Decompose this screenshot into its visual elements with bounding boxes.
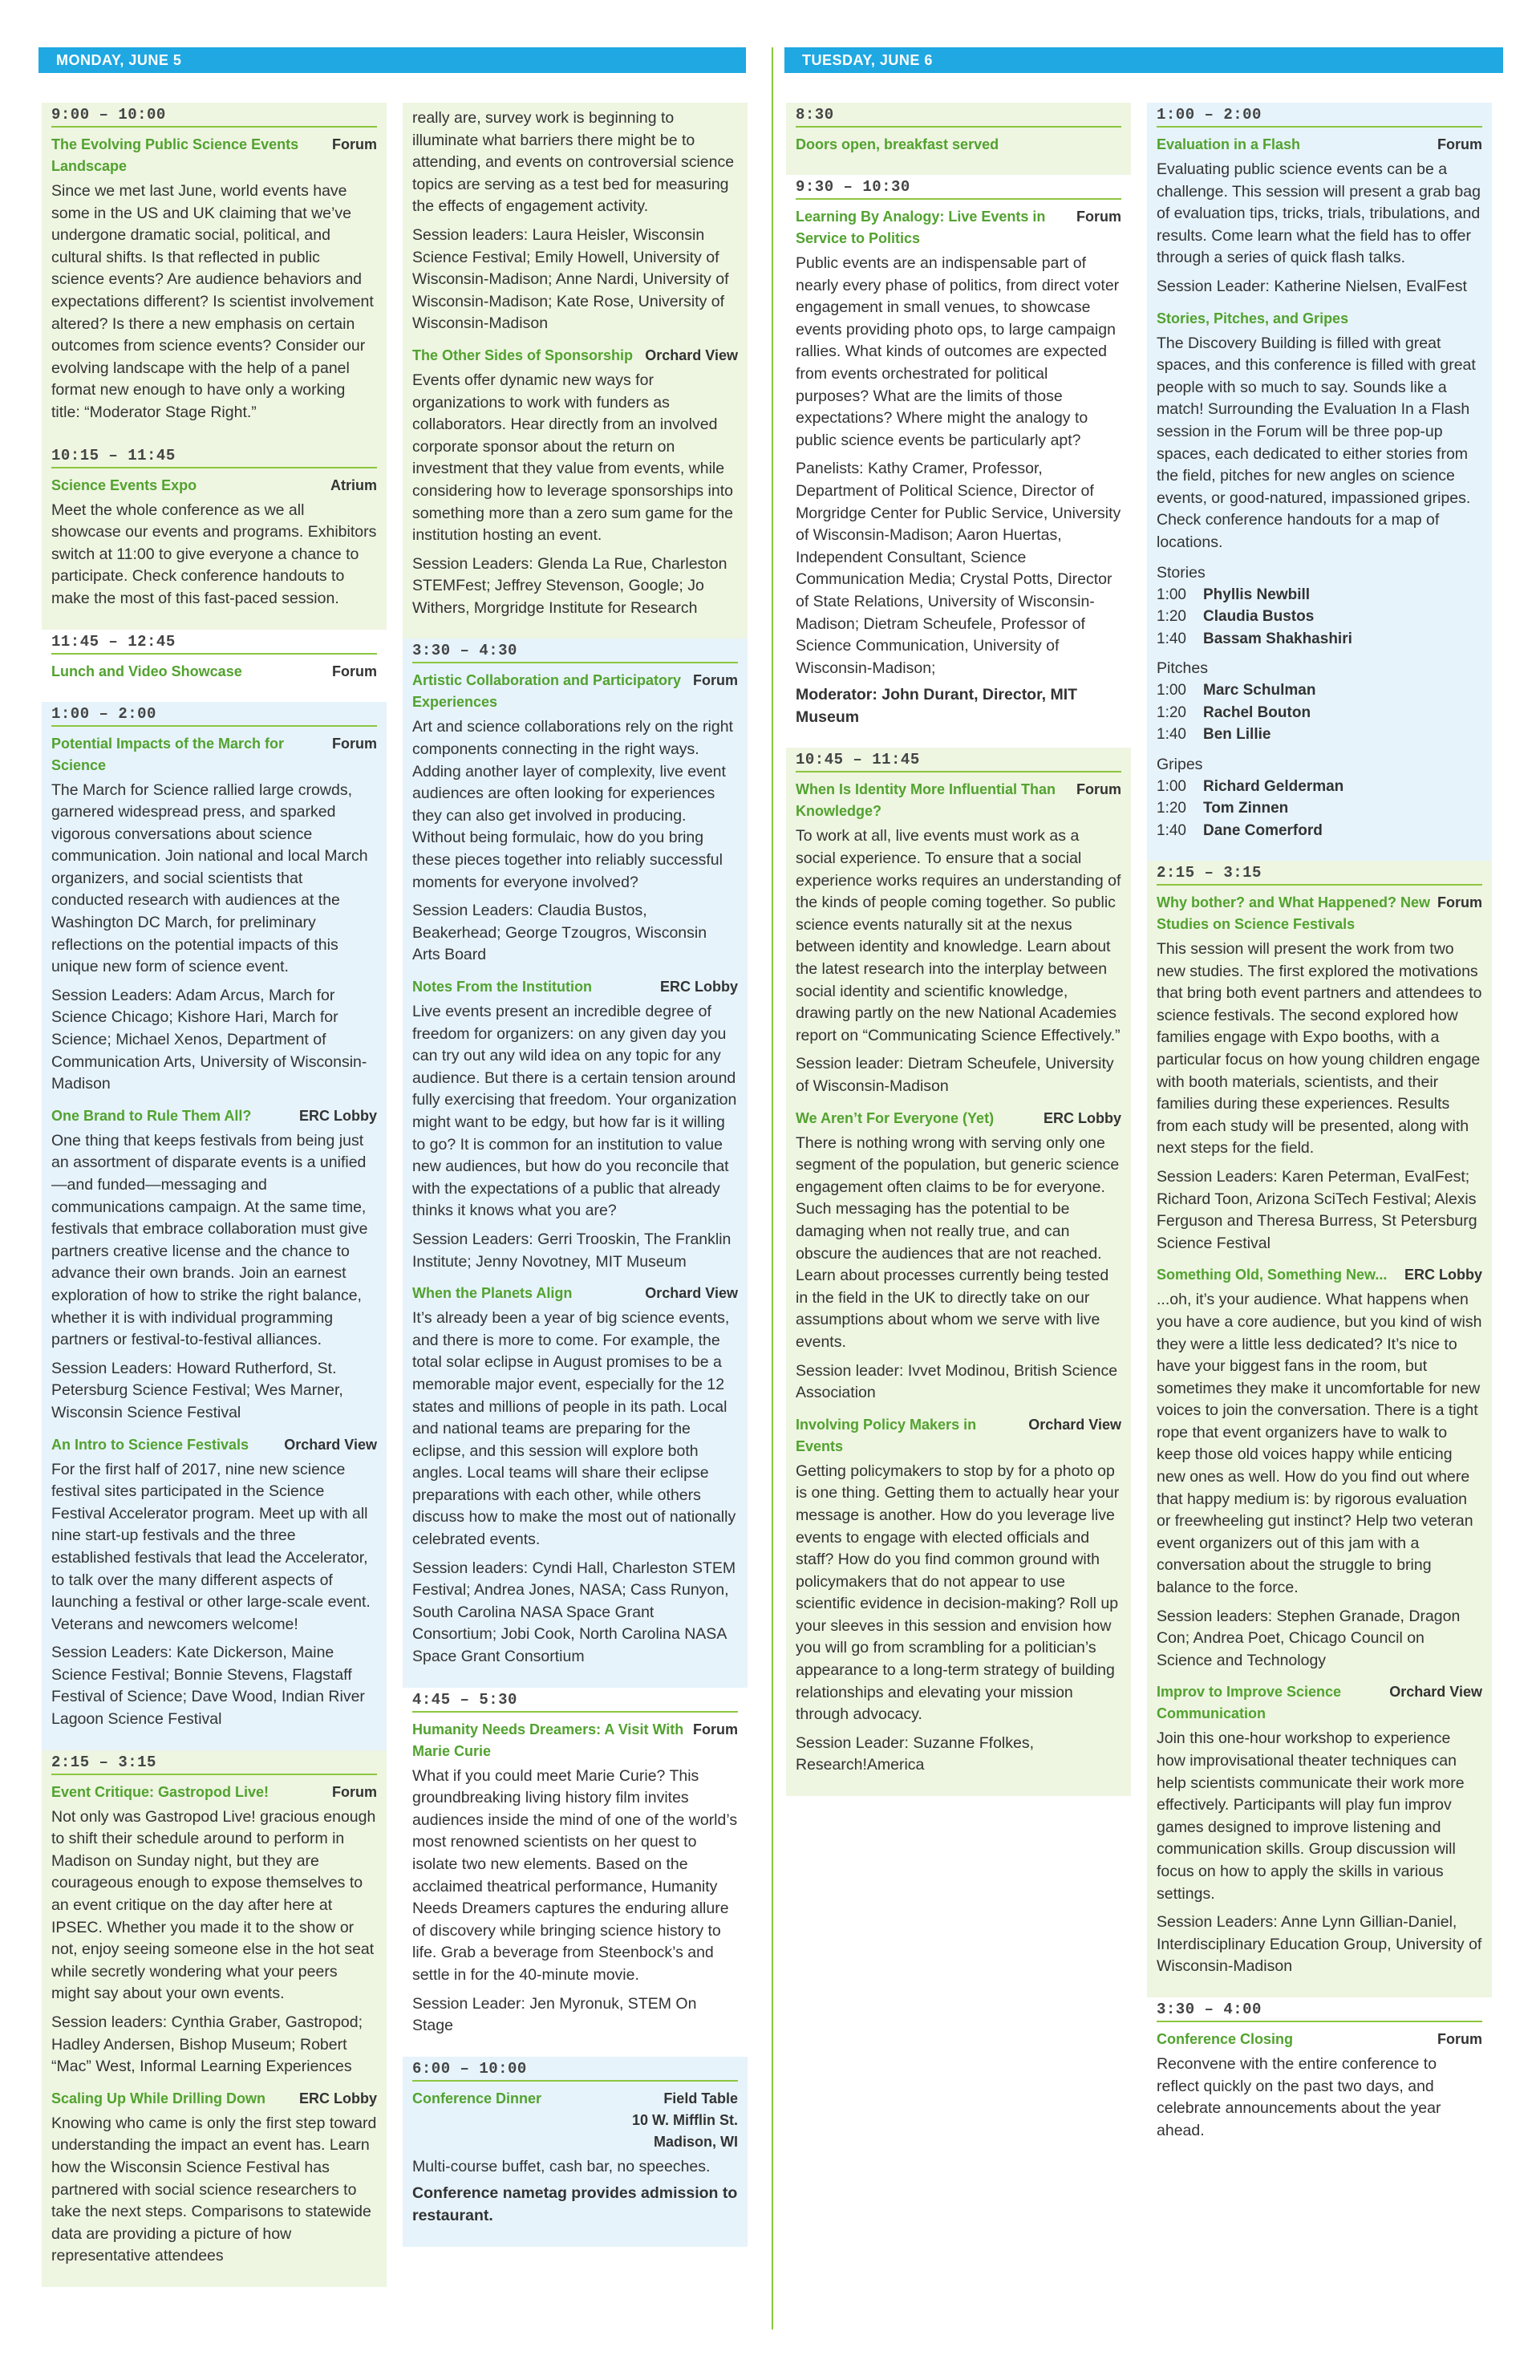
session-leaders: Session Leaders: Claudia Bustos, Beakerhead; George Tzougros, Wisconsin Arts Board (412, 902, 707, 964)
session-header (412, 670, 738, 713)
session-leaders: Session Leader: Jen Myronuk, STEM On Stage (412, 1994, 697, 2035)
session (51, 1105, 377, 1425)
tuesday-column-2 (1147, 103, 1492, 2161)
time-slot: 8:30 (796, 104, 1121, 128)
session-title: Conference Dinner (412, 2090, 542, 2106)
popup-speaker: Rachel Bouton (1203, 703, 1311, 721)
session-title: One Brand to Rule Them All? (51, 1107, 252, 1124)
popup-item (1157, 776, 1482, 798)
session-location: Forum (332, 663, 377, 679)
session-header (796, 134, 1121, 156)
session-description: Reconvene with the entire conference to reflect quickly on the past two days, and celebrate announcements about the year ahead. (1157, 2054, 1441, 2139)
session-header (51, 134, 377, 177)
session-location: Orchard View (284, 1436, 377, 1453)
session-description: One thing that keeps festivals from being just an assortment of disparate events is a unified—and funded—messaging and communications campaign. At the same time, festivals that embrace collaboration must give partners creative license and the chance to advance their own brands. Join an earnest exploration of how to strike the right balance, whether it is with individual programming partners or festival-to-festival alliances. (51, 1131, 368, 1349)
time-block (42, 630, 387, 702)
session (1157, 892, 1482, 1255)
session-location: ERC Lobby (660, 979, 738, 995)
time-block (403, 1688, 748, 2057)
popup-time: 1:40 (1157, 726, 1186, 743)
session (796, 134, 1121, 156)
popup-time: 1:40 (1157, 821, 1186, 839)
time-slot: 9:00 – 10:00 (51, 104, 377, 128)
popup-item (1157, 606, 1482, 628)
session-description: Knowing who came is only the first step toward understanding the impact an event has. Learn how the Wisconsin Science Festival has partnered with social science researchers to take the next steps. Comparisons to statewide data are providing a picture of how representative attendees (51, 2114, 377, 2265)
popup-time: 1:00 (1157, 777, 1186, 795)
session (51, 661, 377, 683)
session-description: Live events present an incredible degree of freedom for organizers: on any given day you can try out any wild idea on any topic for any audience. But there is a certain tension around fully exercising that freedom. Your organization might want to be edgy, but how far is it willing to go? It is common for an institution to value new audiences, but how do you reconcile that with the expectations of a public that already thinks it knows what you are? (412, 1003, 737, 1220)
time-block (42, 444, 387, 630)
day-header-tuesday: TUESDAY, JUNE 6 (784, 47, 1503, 73)
session (796, 779, 1121, 1097)
session-header (412, 2088, 738, 2153)
session (412, 976, 738, 1273)
session-description: Getting policymakers to stop by for a photo op is one thing. Getting them to actually hear your message is another. How do you leverage live events to engage with elected officials and staff? How do you find common ground with policymakers that do not appear to use scientific evidence in decision-making? Roll up your sleeves in this session and envision how you will go from scrambling for a politician’s appearance to a long-term strategy of building relationships and elevating your mission through advocacy. (796, 1462, 1120, 1724)
tuesday-column-1 (786, 103, 1131, 1796)
session (51, 1782, 377, 2078)
popup-time: 1:00 (1157, 682, 1186, 699)
popup-item (1157, 628, 1482, 651)
session (412, 670, 738, 967)
session-location: Forum (332, 735, 377, 752)
session-description: Art and science collaborations rely on the right components connecting in the right ways. Adding another layer of complexity, live event audiences are often looking for experiences they can also get involved in producing. Without being formulaic, how do you bring these pieces together into reliably successful moments for everyone involved? (412, 718, 733, 891)
session-leaders: Session leaders: Stephen Granade, Dragon Con; Andrea Poet, Chicago Council on Science and Technology (1157, 1607, 1461, 1669)
session-title: Why bother? and What Happened? New Studies on Science Festivals (1157, 894, 1430, 932)
popup-group-label: Gripes (1157, 755, 1203, 773)
session-title: When Is Identity More Influential Than Knowledge? (796, 781, 1056, 820)
session-title: Something Old, Something New... (1157, 1267, 1388, 1283)
time-block (403, 2057, 748, 2247)
session-header (412, 345, 738, 367)
session-location: Forum (1076, 209, 1121, 225)
session (412, 107, 738, 335)
session-location: ERC Lobby (1404, 1267, 1482, 1283)
session-location: Forum (1076, 781, 1121, 798)
session-location: Forum (332, 1783, 377, 1800)
session (1157, 2029, 1482, 2142)
session-header (51, 1105, 377, 1127)
session-title: Artistic Collaboration and Participatory Experiences (412, 672, 682, 711)
time-block (1147, 1997, 1492, 2161)
monday-column-1 (42, 103, 387, 2287)
session (1157, 308, 1482, 841)
session-header (51, 733, 377, 776)
popup-item (1157, 820, 1482, 842)
session-title: Science Events Expo (51, 476, 197, 493)
session-description: Meet the whole conference as we all showcase our events and programs. Exhibitors switch at 11:00 to give everyone a chance to participate. Check conference handouts to make the most of this fast-paced session. (51, 501, 377, 607)
popup-time: 1:20 (1157, 800, 1186, 817)
session-title: Lunch and Video Showcase (51, 663, 242, 679)
session-location: Forum (332, 136, 377, 152)
session-leaders: Session Leaders: Howard Rutherford, St. Petersburg Science Festival; Wes Marner, Wisconsin Science Festival (51, 1359, 343, 1421)
popup-speaker: Dane Comerford (1203, 821, 1323, 839)
session-title: Humanity Needs Dreamers: A Visit With Marie Curie (412, 1721, 684, 1759)
session-leaders: Session leaders: Laura Heisler, Wisconsin Science Festival; Emily Howell, University of Wisconsin-Madison; Anne Nardi, University of Wisconsin-Madison; Kate Rose, University of Wisconsin-Madison (412, 225, 729, 333)
session-title: The Evolving Public Science Events Landscape (51, 136, 299, 174)
session-title: Doors open, breakfast served (796, 136, 999, 152)
session-title: Event Critique: Gastropod Live! (51, 1783, 270, 1800)
session-header (1157, 134, 1482, 156)
session-leaders: Session Leader: Katherine Nielsen, EvalFest (1157, 277, 1467, 295)
session-title: Improv to Improve Science Communication (1157, 1684, 1342, 1722)
session-description: There is nothing wrong with serving only one segment of the population, but generic science engagement often claims to be for everyone. Such messaging has the potential to be damaging when not really true, and can obscure the audiences that are not reached. Learn about processes currently being tested in the field in the UK to directly take on our assumptions about whom we serve with live events. (796, 1133, 1120, 1351)
session-location: Forum (1437, 2030, 1482, 2047)
session (1157, 134, 1482, 298)
session (1157, 1264, 1482, 1672)
time-slot: 1:00 – 2:00 (51, 703, 377, 727)
session-header (51, 1782, 377, 1803)
popup-item (1157, 679, 1482, 702)
session-title: Potential Impacts of the March for Science (51, 735, 285, 773)
session (796, 1108, 1121, 1405)
session-location: ERC Lobby (299, 2090, 377, 2106)
session-title: Notes From the Institution (412, 979, 592, 995)
column-divider (772, 47, 773, 2329)
time-block (42, 702, 387, 1750)
session-description: Join this one-hour workshop to experience how improvisational theater techniques can help scientists communicate their work more effectively. Participants will play fun improv games designed to improve listening and communication skills. Group discussion will focus on how to apply the skills in various settings. (1157, 1729, 1465, 1903)
session-description: Public events are an indispensable part of nearly every phase of politics, from direct voter engagement in small venues, to showcase events providing photo ops, to large campaign rallies. What kinds of outcomes are expected from events orchestrated for political purposes? What are the limits of those expectations? Where might the analogy to public science events be particularly apt? (796, 254, 1120, 449)
session-header (412, 976, 738, 998)
time-block (786, 748, 1131, 1796)
session-description: Not only was Gastropod Live! gracious enough to shift their schedule around to perform in Madison on Sunday night, but they are courageous enough to expose themselves to an event critique on the day after here at IPSEC. Whether you made it to the show or not, enjoy seeing someone else in the hot seat while secretly wondering what your peers might say about your own events. (51, 1807, 376, 2003)
session (1157, 1681, 1482, 1978)
time-slot: 4:45 – 5:30 (412, 1689, 738, 1713)
session (51, 134, 377, 424)
session-header (1157, 1264, 1482, 1286)
session-leaders: Session leader: Ivvet Modinou, British Science Association (796, 1361, 1118, 1402)
day-header-monday: MONDAY, JUNE 5 (38, 47, 746, 73)
session-location: Forum (1437, 136, 1482, 152)
session-leaders: Session Leaders: Karen Peterman, EvalFest; Richard Toon, Arizona SciTech Festival; Alexis Ferguson and Theresa Burress, St Petersburg Science Festival (1157, 1167, 1477, 1252)
popup-speaker: Claudia Bustos (1203, 608, 1315, 625)
popup-item (1157, 584, 1482, 606)
time-slot: 2:15 – 3:15 (51, 1752, 377, 1775)
session-description: For the first half of 2017, nine new science festival sites participated in the Science Festival Accelerator program. Meet up with all nine start-up festivals and the three established festivals that lead the Accelerator, to talk over the many different aspects of launching a festival or other large-scale event. Veterans and newcomers welcome! (51, 1460, 371, 1633)
popup-speaker: Phyllis Newbill (1203, 586, 1311, 603)
session-title: Scaling Up While Drilling Down (51, 2090, 266, 2106)
session-title: Involving Policy Makers in Events (796, 1416, 977, 1454)
session-header (412, 1719, 738, 1762)
time-slot: 2:15 – 3:15 (1157, 862, 1482, 886)
session-header (1157, 308, 1482, 330)
session-description: The Discovery Building is filled with great spaces, and this conference is filled with great people with so much to say. Sounds like a match! Surrounding the Evaluation In a Flash session in the Forum will be three pop-up spaces, each dedicated to either stories from the field, pitches for new angles on science events, or good-natured, impassioned gripes. Check conference handouts for a map of locations. (1157, 334, 1476, 551)
session-leaders: Session Leaders: Gerri Trooskin, The Franklin Institute; Jenny Novotney, MIT Museum (412, 1230, 732, 1271)
time-block (403, 103, 748, 639)
popup-speaker: Bassam Shakhashiri (1203, 630, 1352, 647)
session-description: Since we met last June, world events have some in the US and UK claiming that we’ve undergone dramatic social, political, and cultural shifts. Is that reflected in public science events? Are audience behaviors and expectations different? Is scientist involvement altered? Is there a new emphasis on certain outcomes from science events? Consider our evolving landscape with the help of a panel format new enough to have only a working title: “Moderator Stage Right.” (51, 182, 374, 421)
popup-time: 1:40 (1157, 630, 1186, 647)
session-leaders: Session Leaders: Adam Arcus, March for Science Chicago; Kishore Hari, March for Science; Michael Xenos, Department of Communication Arts, University of Wisconsin-Madison (51, 986, 367, 1093)
session-description: To work at all, live events must work as a social experience. To ensure that a social experience works requires an understanding of the kinds of people coming together. So public science events naturally sit at the nexus between identity and knowledge. Learn about the latest research into the interplay between social identity and scientific knowledge, drawing partly on the new National Academies report on “Communicating Science Effectively.” (796, 827, 1121, 1044)
session-title: Evaluation in a Flash (1157, 136, 1301, 152)
session (412, 2088, 738, 2228)
session-location: Field Table 10 W. Mifflin St. Madison, WI (631, 2090, 738, 2150)
session-title: Learning By Analogy: Live Events in Service to Politics (796, 209, 1046, 246)
session (412, 1283, 738, 1668)
session-header (51, 2088, 377, 2110)
session-header (796, 779, 1121, 822)
popup-group-label: Pitches (1157, 659, 1208, 677)
session-note: Conference nametag provides admission to restaurant. (412, 2184, 738, 2224)
popup-speaker: Marc Schulman (1203, 682, 1316, 699)
popup-speaker: Tom Zinnen (1203, 800, 1289, 817)
popup-time: 1:20 (1157, 608, 1186, 625)
session-description: really are, survey work is beginning to illuminate what barriers there might be to attending, and events on controversial science topics are serving as a test bed for measuring the effects of engagement activity. (412, 109, 735, 216)
time-block (786, 103, 1131, 175)
session-location: Forum (693, 1721, 738, 1737)
session (412, 1719, 738, 2037)
session-location: Orchard View (645, 1285, 738, 1302)
session-header (51, 661, 377, 683)
session (51, 475, 377, 610)
session-header (796, 1414, 1121, 1458)
session (51, 733, 377, 1096)
time-slot: 3:30 – 4:00 (1157, 1999, 1482, 2022)
session-title: Conference Closing (1157, 2030, 1294, 2047)
session-header (51, 1434, 377, 1456)
session-description: This session will present the work from two new studies. The first explored the motivations that bring both event partners and attendees to science festivals. The second explored how families engage with Expo booths, with a particular focus on how young children engage with booth materials, scientists, and their families during these experiences. Results from each study will be presented, along with next steps for the field. (1157, 940, 1482, 1158)
time-block (403, 639, 748, 1687)
session-description: It’s already been a year of big science events, and there is more to come. For example, the total solar eclipse in August promises to be a memorable major event, especially for the 12 states and millions of people in its path. Local and national teams are preparing for the eclipse, and this session will explore both angles. Local teams will share their eclipse preparations with each other, while others discuss how to make the most out of nationally celebrated events. (412, 1309, 736, 1549)
session (51, 2088, 377, 2268)
session-leaders: Session Leaders: Kate Dickerson, Maine Science Festival; Bonnie Stevens, Flagstaff Festival of Science; Dave Wood, Indian River Lagoon Science Festival (51, 1644, 365, 1729)
session-title: The Other Sides of Sponsorship (412, 347, 634, 363)
session-leaders: Session leader: Dietram Scheufele, University of Wisconsin-Madison (796, 1055, 1114, 1095)
popup-group-label: Stories (1157, 563, 1206, 582)
time-block (786, 175, 1131, 748)
session-location: Forum (1437, 894, 1482, 910)
session-location: ERC Lobby (1044, 1109, 1121, 1126)
session-location: Orchard View (645, 347, 738, 363)
session-header (1157, 1681, 1482, 1725)
time-slot: 1:00 – 2:00 (1157, 104, 1482, 128)
session-leaders: Session leaders: Cyndi Hall, Charleston STEM Festival; Andrea Jones, NASA; Cass Runyon, South Carolina NASA Space Grant Consortium; Jobi Cook, North Carolina NASA Space Grant Consortium (412, 1559, 736, 1666)
session (412, 345, 738, 620)
session (51, 1434, 377, 1731)
time-slot: 3:30 – 4:30 (412, 640, 738, 663)
session-title: An Intro to Science Festivals (51, 1436, 249, 1453)
time-slot: 10:45 – 11:45 (796, 749, 1121, 772)
session-title: Stories, Pitches, and Gripes (1157, 310, 1349, 326)
time-block (1147, 861, 1492, 1997)
popup-item (1157, 724, 1482, 746)
session-leaders: Panelists: Kathy Cramer, Professor, Department of Political Science, Director of Morgridge Center for Public Service, University of Wisconsin-Madison; Aaron Huertas, Independent Consultant, Science Communication Media; Crystal Potts, Director of State Relations, University of Wisconsin-Madison; Dietram Scheufele, Professor of Science Communication, University of Wisconsin-Madison; (796, 460, 1121, 677)
session-title: We Aren’t For Everyone (Yet) (796, 1109, 995, 1126)
popup-item (1157, 702, 1482, 724)
popup-time: 1:20 (1157, 703, 1186, 721)
popup-time: 1:00 (1157, 586, 1186, 603)
session-leaders: Session leaders: Cynthia Graber, Gastropod; Hadley Andersen, Bishop Museum; Robert “Mac” West, Informal Learning Experiences (51, 2013, 363, 2076)
session (796, 1414, 1121, 1777)
session-description: Evaluating public science events can be a challenge. This session will present a grab bag of evaluation tips, tricks, trials, tribulations, and results. Come learn what the field has to offer through a series of quick flash talks. (1157, 160, 1481, 267)
session-location: Orchard View (1028, 1416, 1121, 1433)
session-note: Moderator: John Durant, Director, MIT Museum (796, 686, 1078, 726)
time-block (42, 103, 387, 444)
popup-speaker: Richard Gelderman (1203, 777, 1344, 795)
session-location: ERC Lobby (299, 1107, 377, 1124)
popup-item (1157, 797, 1482, 820)
time-slot: 6:00 – 10:00 (412, 2058, 738, 2082)
session-title: When the Planets Align (412, 1285, 573, 1302)
popup-speaker: Ben Lillie (1203, 726, 1271, 743)
session-leaders: Session Leaders: Anne Lynn Gillian-Daniel, Interdisciplinary Education Group, University of Wisconsin-Madison (1157, 1913, 1482, 1976)
session-description: Events offer dynamic new ways for organizations to work with funders as collaborators. Hear directly from an involved corporate sponsor about the return on investment that they value from events, while considering how to leverage sponsorships into something more than a zero sum game for the institution hosting an event. (412, 371, 733, 545)
time-slot: 10:15 – 11:45 (51, 445, 377, 468)
session-leaders: Session Leaders: Glenda La Rue, Charleston STEMFest; Jeffrey Stevenson, Google; Jo Withers, Morgridge Institute for Research (412, 554, 727, 617)
session-header (796, 206, 1121, 249)
session-header (1157, 2029, 1482, 2050)
session-header (51, 475, 377, 497)
session-description: Multi-course buffet, cash bar, no speeches. (412, 2157, 711, 2175)
session-header (796, 1108, 1121, 1129)
time-block (42, 1750, 387, 2287)
session-location: Forum (693, 672, 738, 689)
time-slot: 9:30 – 10:30 (796, 176, 1121, 200)
session-location: Atrium (330, 476, 377, 493)
time-slot: 11:45 – 12:45 (51, 631, 377, 655)
session (796, 206, 1121, 728)
session-leaders: Session Leader: Suzanne Ffolkes, Research!America (796, 1733, 1035, 1774)
time-block (1147, 103, 1492, 861)
session-header (1157, 892, 1482, 935)
session-description: The March for Science rallied large crowds, garnered widespread press, and sparked vigorous conversations about science communication. Join national and local March organizers, and social scientists that conducted research with audiences at the Washington DC March, for preliminary reflections on the potential impacts of this unique new form of science event. (51, 780, 368, 976)
monday-column-2 (403, 103, 748, 2247)
session-description: ...oh, it’s your audience. What happens when you have a core audience, but you kind of wish they were a little less dedicated? It’s nice to have your biggest fans in the room, but sometimes they make it uncomfortable for new voices to join the conversation. There is a tight rope that event organizers have to walk to keep those old voices happy while enticing new ones as well. How do you find out where that happy medium is: by rigorous evaluation or freewheeling gut instinct? Help two veteran event organizers out of this jam with a conversation about the struggle to bring balance to the force. (1157, 1291, 1482, 1597)
session-header (412, 1283, 738, 1304)
session-description: What if you could meet Marie Curie? This groundbreaking living history film invites audiences inside the mind of one of the world’s most renowned scientists on her quest to isolate two new elements. Based on the acclaimed theatrical performance, Humanity Needs Dreamers captures the enduring allure of discovery while bringing science history to life. Grab a beverage from Steenbock’s and settle in for the 40-minute movie. (412, 1766, 738, 1984)
session-location: Orchard View (1389, 1684, 1482, 1701)
